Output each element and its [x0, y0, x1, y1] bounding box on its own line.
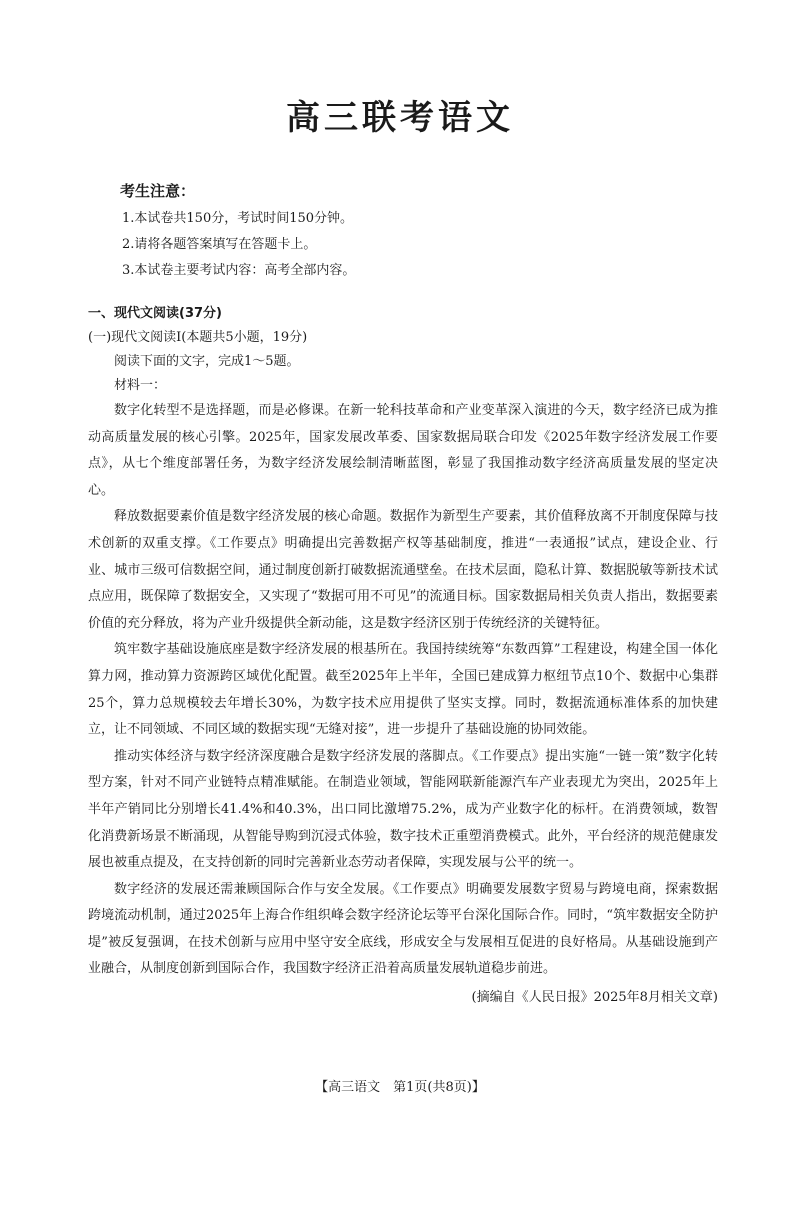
paragraph: 数字化转型不是选择题，而是必修课。在新一轮科技革命和产业变革深入演进的今天，数字经济已成为推动高质量发展的核心引擎。2025年，国家发展改革委、国家数据局联合印发《2025年数字经济发展工作要点》，从七个维度部署任务，为数字经济发展绘制清晰蓝图，彰显了我国推动数字经济高质量发展的坚定决心。 [88, 403, 718, 498]
notice-item-3: 3.本试卷主要考试内容：高考全部内容。 [122, 263, 356, 278]
exam-notice [120, 180, 720, 284]
paragraph: 释放数据要素价值是数字经济发展的核心命题。数据作为新型生产要素，其价值释放离不开制度保障与技术创新的双重支撑。《工作要点》明确提出完善数据产权等基础制度，推进“一表通报”试点，建设企业、行业、城市三级可信数据空间，通过制度创新打破数据流通壁垒。在技术层面，隐私计算、数据脱敏等新技术试点应用，既保障了数据安全，又实现了“数据可用不可见”的流通目标。国家数据局相关负责人指出，数据要素价值的充分释放，将为产业升级提供全新动能，这是数字经济区别于传统经济的关键特征。 [88, 509, 718, 631]
notice-item-1: 1.本试卷共150分，考试时间150分钟。 [122, 211, 354, 226]
paragraph: 推动实体经济与数字经济深度融合是数字经济发展的落脚点。《工作要点》提出实施“一链一策”数字化转型方案，针对不同产业链特点精准赋能。在制造业领域，智能网联新能源汽车产业表现尤为突出，2025年上半年产销同比分别增长41.4%和40.3%，出口同比激增75.2%，成为产业数字化的标杆。在消费领域，数智化消费新场景不断涌现，从智能导购到沉浸式体验，数字技术正重塑消费模式。此外，平台经济的规范健康发展也被重点提及，在支持创新的同时完善新业态劳动者保障，实现发展与公平的统一。 [88, 748, 718, 871]
source-citation: (摘编自《人民日报》2025年8月相关文章) [471, 990, 718, 1006]
page-footer: 【高三语文 第1页(共8页)】 [315, 1080, 485, 1095]
section-heading: 一、现代文阅读(37分) [88, 306, 222, 321]
paragraph: 数字经济的发展还需兼顾国际合作与安全发展。《工作要点》明确要发展数字贸易与跨境电商，探索数据跨境流动机制，通过2025年上海合作组织峰会数字经济论坛等平台深化国际合作。同时，“筑牢数据安全防护堤”被反复强调，在技术创新与应用中坚守安全底线，形成安全与发展相互促进的良好格局。从基础设施到产业融合，从制度创新到国际合作，我国数字经济正沿着高质量发展轨道稳步前进。 [88, 881, 718, 977]
paragraph: 筑牢数字基础设施底座是数字经济发展的根基所在。我国持续统筹“东数西算”工程建设，构建全国一体化算力网，推动算力资源跨区域优化配置。截至2025年上半年，全国已建成算力枢纽节点10个、数据中心集群25个，算力总规模较去年增长30%，为数字技术应用提供了坚实支撑。同时，数据流通标准体系的加快建立，让不同领域、不同区域的数据实现“无缝对接”，进一步提升了基础设施的协同效能。 [88, 642, 718, 738]
page-title: 高三联考语文 [286, 98, 514, 138]
reading-instruction: 阅读下面的文字，完成1～5题。 [114, 354, 300, 369]
notice-heading: 考生注意： [120, 182, 196, 200]
material-label: 材料一： [114, 378, 167, 393]
notice-item-2: 2.请将各题答案填写在答题卡上。 [122, 237, 317, 252]
section-subheading: (一)现代文阅读Ⅰ(本题共5小题，19分) [88, 330, 308, 345]
reading-section [88, 302, 718, 1011]
